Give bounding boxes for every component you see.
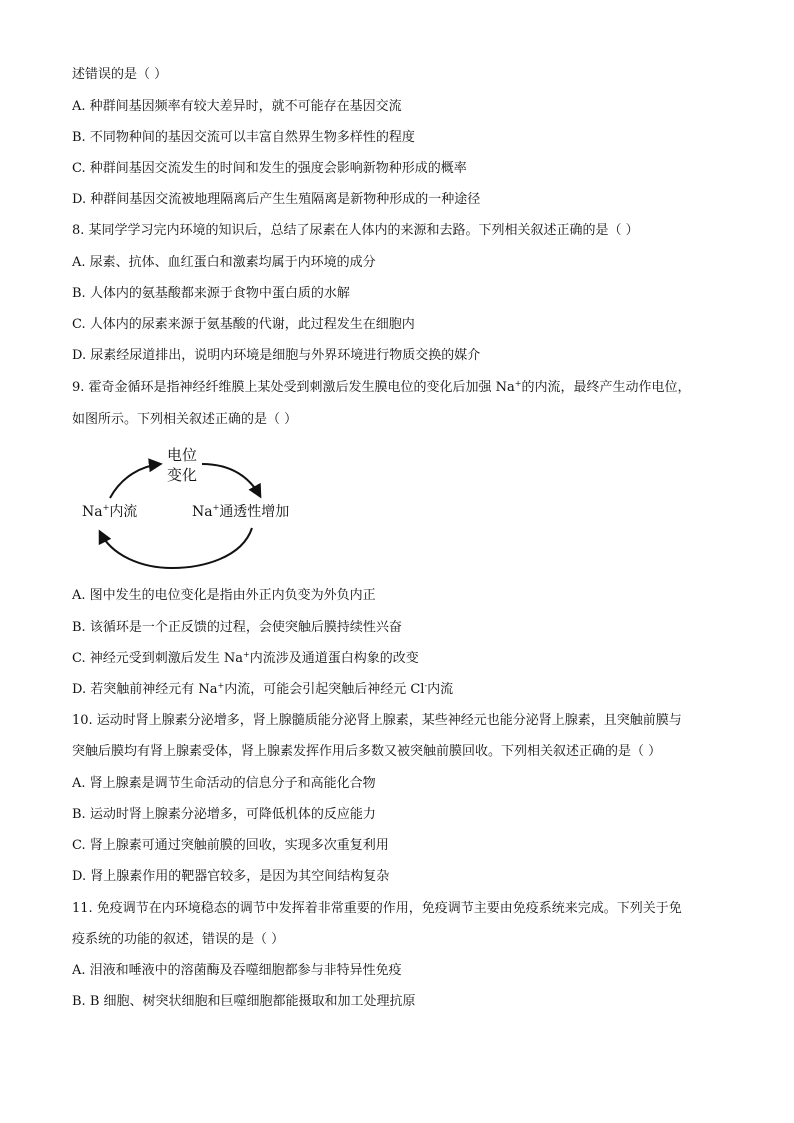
- option-d: [72, 681, 453, 699]
- question-9: [72, 379, 691, 397]
- question-9-text-b: 的内流，最终产生动作电位，: [521, 380, 691, 395]
- question-11-line-2: 疫系统的功能的叙述，错误的是（ ）: [72, 932, 285, 947]
- option-a: A. 泪液和唾液中的溶菌酶及吞噬细胞都参与非特异性免疫: [72, 963, 402, 978]
- diagram-label-change: 变化: [167, 466, 198, 484]
- diagram-right-node: Na+通透性增加: [192, 503, 290, 520]
- option-c-text-b: 内流涉及通道蛋白构象的改变: [249, 651, 419, 666]
- arrow-right-to-left: [100, 528, 252, 568]
- option-d: D. 种群间基因交流被地理隔离后产生生殖隔离是新物种形成的一种途径: [72, 192, 481, 207]
- option-d-text-b: 内流，可能会引起突触后神经元 Cl: [224, 682, 425, 697]
- question-9-line-2: 如图所示。下列相关叙述正确的是（ ）: [72, 412, 298, 427]
- option-c: C. 种群间基因交流发生的时间和发生的强度会影响新物种形成的概率: [72, 161, 467, 176]
- option-d: D. 肾上腺素作用的靶器官较多，是因为其空间结构复杂: [72, 869, 390, 884]
- hodgkin-cycle-diagram: [72, 440, 332, 590]
- diagram-label-potential: 电位: [167, 446, 198, 464]
- option-b: B. 运动时肾上腺素分泌增多，可降低机体的反应能力: [72, 807, 376, 822]
- text-line: 述错误的是（ ）: [72, 67, 168, 82]
- option-b: B. B 细胞、树突状细胞和巨噬细胞都能摄取和加工处理抗原: [72, 994, 416, 1009]
- superscript-plus: +: [514, 379, 522, 388]
- option-c: C. 人体内的尿素来源于氨基酸的代谢，此过程发生在细胞内: [72, 317, 415, 332]
- option-a: A. 尿素、抗体、血红蛋白和激素均属于内环境的成分: [72, 255, 376, 270]
- option-c-text-a: C. 神经元受到刺激后发生 Na: [72, 651, 244, 666]
- diagram-left-node: Na+内流: [82, 503, 138, 520]
- option-b: B. 该循环是一个正反馈的过程，会使突触后膜持续性兴奋: [72, 620, 402, 635]
- option-a: A. 种群间基因频率有较大差异时，就不可能存在基因交流: [72, 99, 402, 114]
- arrow-left-to-top: [110, 464, 160, 498]
- option-b: B. 不同物种间的基因交流可以丰富自然界生物多样性的程度: [72, 130, 415, 145]
- option-a: A. 肾上腺素是调节生命活动的信息分子和高能化合物: [72, 776, 376, 791]
- question-10-line-2: 突触后膜均有肾上腺素受体，肾上腺素发挥作用后多数又被突触前膜回收。下列相关叙述正确的是（ ）: [72, 744, 662, 759]
- option-d-text-a: D. 若突触前神经元有 Na: [72, 682, 218, 697]
- option-c: C. 肾上腺素可通过突触前膜的回收，实现多次重复利用: [72, 838, 389, 853]
- option-d: D. 尿素经尿道排出，说明内环境是细胞与外界环境进行物质交换的媒介: [72, 348, 481, 363]
- superscript-plus: +: [243, 650, 250, 659]
- question-8: 8. 某同学学习完内环境的知识后，总结了尿素在人体内的来源和去路。下列相关叙述正确的是（ ）: [72, 223, 639, 238]
- option-d-text-c: 内流: [427, 682, 454, 697]
- question-9-text-a: 9. 霍奇金循环是指神经纤维膜上某处受到刺激后发生膜电位的变化后加强 Na: [72, 380, 515, 395]
- arrow-top-to-right: [202, 464, 260, 496]
- question-11: 11. 免疫调节在内环境稳态的调节中发挥着非常重要的作用，免疫调节主要由免疫系统来完成。下列关于免: [72, 901, 682, 916]
- superscript-minus: -: [424, 681, 428, 690]
- superscript-plus: +: [217, 681, 225, 690]
- question-10: 10. 运动时肾上腺素分泌增多，肾上腺髓质能分泌肾上腺素，某些神经元也能分泌肾上腺素，且突触前膜与: [72, 713, 682, 728]
- option-a: A. 图中发生的电位变化是指由外正内负变为外负内正: [72, 588, 376, 603]
- option-c: [72, 650, 419, 668]
- option-b: B. 人体内的氨基酸都来源于食物中蛋白质的水解: [72, 286, 350, 301]
